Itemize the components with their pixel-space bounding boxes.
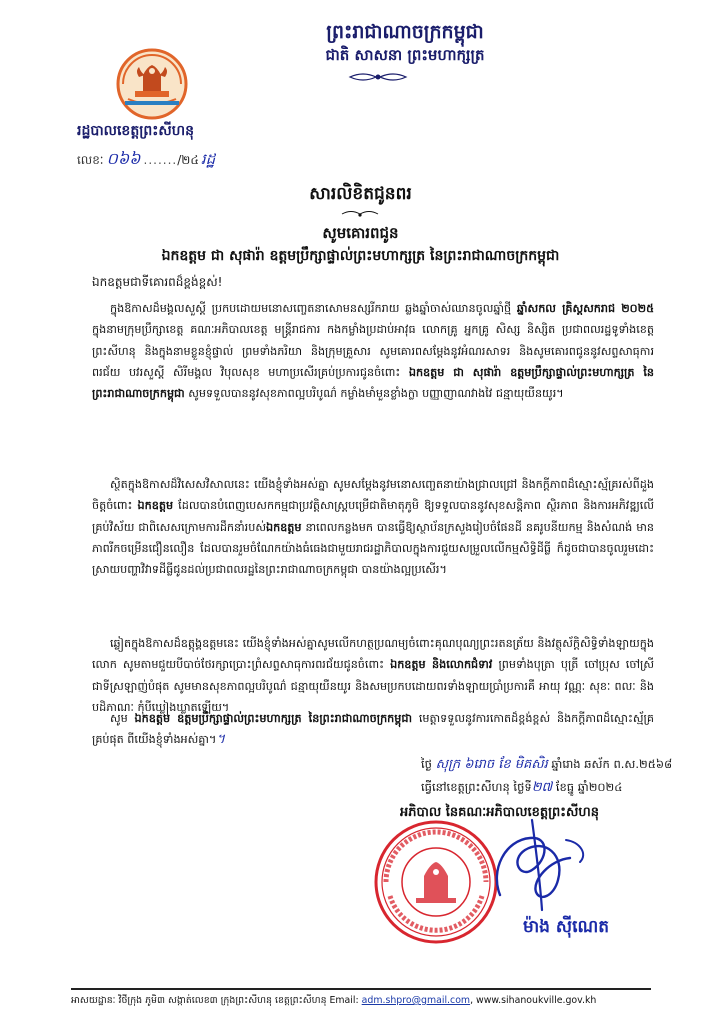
document-title: សារលិខិតជូនពរ	[309, 184, 412, 204]
place-date-day-handwritten: ២៧	[531, 780, 553, 795]
p4-text-a: សូម	[110, 712, 128, 725]
p2-excellency-bold: ឯកឧត្តម	[137, 499, 174, 513]
p1-recipient-bold: ឯកឧត្តម ជា សុផារ៉ា ឧត្តមប្រឹក្សាផ្ទាល់ព្រះមហាក្សត្រ នៃព្រះរាជាណាចក្រកម្ពុជា	[92, 365, 654, 401]
footer-website[interactable]: , www.sihanoukville.gov.kh	[470, 995, 597, 1006]
greeting-line: សូមគោរពជូន	[322, 224, 399, 242]
p1-text-c: ក្នុងនាមក្រុមប្រឹក្សាខេត្ត គណៈអភិបាលខេត្ត មន្ត្រីរាជការ កងកម្លាំងប្រដាប់អាវុធ លោកគ្រូ អ្នកគ្រូ សិស្ស និស្សិត ប្រជាពលរដ្ឋទូទាំងខេត្តព្រះសីហនុ និងក្នុងនាមខ្លួនខ្ញុំផ្ទាល់ ព្រមទាំងភរិយា និងក្រុមគ្រួសារ សូមគោរពសម្តែងនូវអំណរសាទរ និងសូមគោរពជូននូវសព្ទសាធុការពរជ័យ បវរសួស្តី សិរីមង្គល វិបុលសុខ មហាប្រសើរគ្រប់ប្រការជូនចំពោះ	[92, 323, 654, 379]
ref-dots: .......	[143, 153, 178, 167]
kingdom-name: ព្រះរាជាណាចក្រកម្ពុជា	[326, 21, 484, 43]
ref-suffix: /២៤	[177, 153, 199, 167]
p1-text-e: សូមទទួលបាននូវសុខភាពល្អបរិបូណ៌ កម្លាំងមាំមួនខ្លាំងក្លា បញ្ញាញាណវាងវៃ ជន្មាយុយឺនយូរ។	[188, 387, 564, 401]
p3-text-c: ព្រមទាំងបុត្រា បុត្រី ចៅប្រុស ចៅស្រីជាទីស្រឡាញ់បំផុត សូមមានសុខភាពល្អបរិបូណ៌ ជន្មាយុយឺនយូរ និងសមប្រកបដោយពរទាំងឡាយប្រាំប្រការគឺ អាយុ វណ្ណៈ សុខៈ ពលៈ និងបដិភាណៈ កុំបីឃ្លៀងឃ្លាតឡើយ។	[92, 658, 654, 714]
salutation: ឯកឧត្តមជាទីគោរពដ៏ខ្ពង់ខ្ពស់!	[92, 275, 223, 289]
p4-text-c: មេត្តាទទួលនូវការកោតដ៏ខ្ពង់ខ្ពស់ និងកក្តីភាពដ៏ស្មោះស្ម័គ្រគ្រប់ផុត ពីយើងខ្ញុំទាំងអស់គ្នា។	[92, 712, 654, 747]
recipient-line: ឯកឧត្តម ជា សុផារ៉ា ឧត្តមប្រឹក្សាផ្ទាល់ព្រះមហាក្សត្រ នៃព្រះរាជាណាចក្រកម្ពុជា	[161, 248, 560, 264]
province-emblem-icon	[113, 47, 191, 121]
lunar-date-handwritten: សុក្រ ៦រោច ខែ មិគសិរ	[435, 757, 548, 772]
title-ornament-icon	[340, 209, 380, 219]
place-date-line	[421, 779, 622, 798]
signer-name: ម៉ាង ស៊ីណេត	[523, 917, 610, 937]
p3-excellency-lady-bold: ឯកឧត្តម និងលោកជំទាវ	[390, 658, 493, 672]
paragraph-blessings	[92, 633, 654, 718]
p2-text-c: ដែលបានបំពេញបេសកកម្មជាប្រវត្តិសាស្ត្របម្រើជាតិមាតុភូមិ ឱ្យទទួលបាននូវសុខសន្តិភាព ស្ថិរភាព និងការអភិវឌ្ឍលើគ្រប់វិស័យ ជាពិសេសក្រោមការដឹកនាំរបស់	[92, 499, 654, 534]
paragraph-new-year-wishes	[92, 298, 654, 404]
paragraph-gratitude	[92, 474, 654, 580]
lunar-date-suffix: ឆ្នាំរោង ឆស័ក ព.ស.២៥៦៨	[551, 757, 673, 771]
p1-text-a: ក្នុងឱកាសដ៏មង្គលសួស្តី ប្រកបដោយមនោសញ្ចេតនាសោមនស្សរីករាយ ឆ្លងឆ្នាំចាស់ឈានចូលឆ្នាំថ្មី	[110, 302, 512, 315]
header-ornament-icon	[348, 70, 408, 84]
footer-email-link[interactable]: adm.shpro@gmail.com	[361, 995, 471, 1006]
place-date-suffix: ខែធ្នូ ឆ្នាំ២០២៤	[555, 780, 623, 794]
footer-address: អាសយដ្ឋានៈ វិថីក្រុង ភូមិ៣ សង្កាត់លេខ៣ ក្រុងព្រះសីហនុ ខេត្តព្រះសីហនុ Email:	[71, 995, 359, 1006]
sender-admin-name: រដ្ឋបាលខេត្តព្រះសីហនុ	[77, 123, 194, 139]
ref-number-handwritten: ០៦៦	[106, 149, 141, 168]
place-date-prefix: ធ្វើនៅខេត្តព្រះសីហនុ ថ្ងៃទី	[421, 780, 532, 794]
p3-text-a: ឆ្លៀតក្នុងឱកាសដ៏ឧត្តុង្គឧត្តមនេះ យើងខ្ញុំទាំងអស់គ្នាសូមលើកហត្ថប្រណម្យចំពោះគុណបុណ្យព្រះរតនត្រ័យ និងវត្ថុស័ក្តិសិទ្ធិទាំងឡាយក្នុងលោក សូមតាមជួយបីបាច់ថែរក្សាប្រោះព្រំសព្ទសាធុការពរជ័យជូនចំពោះ	[92, 637, 654, 672]
ref-code-handwritten: រដ្ឋ	[200, 150, 216, 168]
reference-number	[77, 148, 215, 172]
p4-handwritten-mark: ។	[216, 732, 225, 748]
lunar-date-line	[421, 756, 672, 775]
p2-text-e: នាពេលកន្លងមក បានធ្វើឱ្យស្ថាប័នក្រសួងរៀបចំផែនដី នគរូបនីយកម្ម និងសំណង់ មានភាពរីកចម្រើនជឿនលឿន ដែលបានរួមចំណែកយ៉ាងធំធេងជាមួយរាជរដ្ឋាភិបាលក្នុងការជួយសម្រួលលើកម្មសិទ្ធិដីធ្លី ក៏ដូចជាបានចូលរួមដោះស្រាយបញ្ហាវិវាទដីធ្លីជូនដល់ប្រជាពលរដ្ឋនៃព្រះរាជាណាចក្រកម្ពុជា បានយ៉ាងល្អប្រសើរ។	[92, 520, 654, 577]
kingdom-header	[250, 20, 560, 66]
p2-text-a: ស្ថិតក្នុងឱកាសដ៏វិសេសវិសាលនេះ យើងខ្ញុំទាំងអស់គ្នា សូមសម្តែងនូវមនោសញ្ចេតនាយ៉ាងជ្រាលជ្រៅ និងកក្តីភាពដ៏ស្មោះស្ម័គ្ររស់ពីដួងចិត្តចំពោះ	[92, 478, 654, 513]
lunar-date-prefix: ថ្ងៃ	[421, 757, 432, 771]
ref-label: លេខៈ	[77, 153, 104, 167]
p2-excellency-bold-2: ឯកឧត្តម	[265, 520, 302, 534]
national-motto: ជាតិ សាសនា ព្រះមហាក្សត្រ	[325, 46, 485, 64]
p4-recipient-bold: ឯកឧត្តម ឧត្តមប្រឹក្សាផ្ទាល់ព្រះមហាក្សត្រ នៃព្រះរាជាណាចក្រកម្ពុជា	[134, 712, 413, 725]
footer-divider	[71, 988, 651, 990]
p1-year-bold: ឆ្នាំសកល គ្រិស្តសករាជ ២០២៥	[516, 302, 654, 315]
signer-title: អភិបាល នៃគណៈអភិបាលខេត្តព្រះសីហនុ	[400, 805, 599, 820]
paragraph-closing	[92, 708, 654, 751]
footer-contact	[71, 994, 661, 1008]
handwritten-signature-icon	[470, 800, 610, 920]
